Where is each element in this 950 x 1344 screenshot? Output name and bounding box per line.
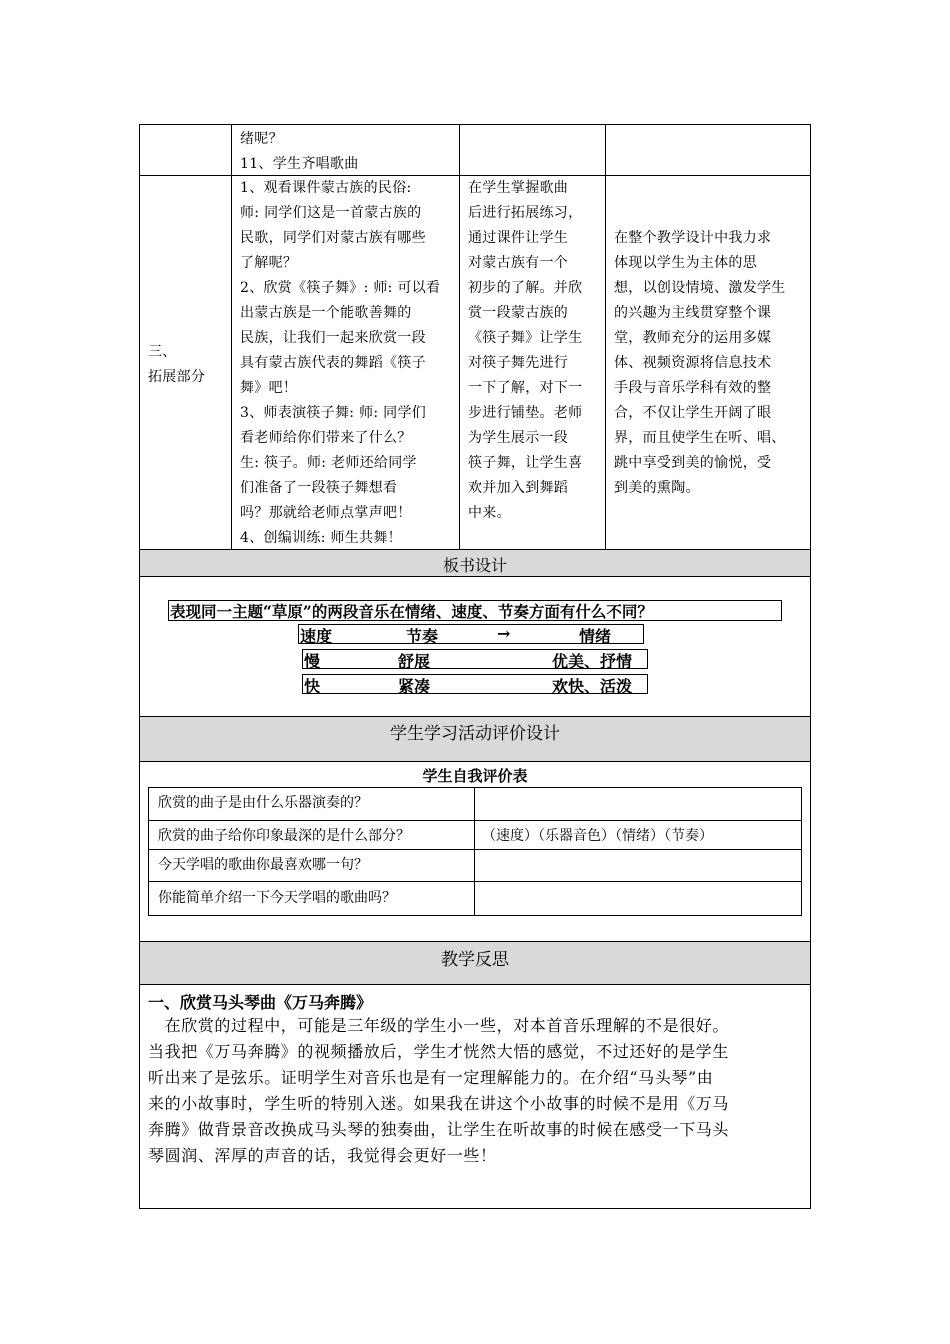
text-line: 当我把《万马奔腾》的视频播放后，学生才恍然大悟的感觉，不过还好的是学生 xyxy=(148,1042,730,1061)
text-line: 3、师表演筷子舞: 师: 同学们 xyxy=(240,405,427,421)
text-line: 2、欣赏《筷子舞》: 师: 可以看 xyxy=(240,280,441,296)
reflection-body xyxy=(148,1013,808,1169)
text-line: 4、创编训练: 师生共舞！ xyxy=(240,530,402,546)
board-header-bottom xyxy=(139,576,811,577)
board-row-emotion: 欢快、活泼 xyxy=(552,677,633,696)
text-line: 们准备了一段筷子舞想看 xyxy=(240,480,398,496)
text-line: 具有蒙古族代表的舞蹈《筷子 xyxy=(240,355,426,371)
text-line: 了解呢？ xyxy=(240,255,298,271)
text-line: 手段与音乐学科有效的整 xyxy=(614,380,772,396)
col-divider-2 xyxy=(459,124,460,549)
text-line: 绪呢？ xyxy=(240,131,283,147)
text-line: 到美的熏陶。 xyxy=(614,480,700,496)
section-number: 三、 xyxy=(148,344,177,360)
row2-reflection-text xyxy=(614,226,809,501)
text-line: 对筷子舞先进行 xyxy=(468,355,569,371)
table-top-border xyxy=(139,124,811,125)
board-header-title: 板书设计 xyxy=(442,556,507,575)
col-divider-1 xyxy=(231,124,232,549)
board-head-rhythm: 节奏 xyxy=(406,627,439,646)
text-line: 想，以创设情境、激发学生 xyxy=(614,280,786,296)
text-line: 师: 同学们这是一首蒙古族的 xyxy=(240,205,422,221)
text-line: 体、视频资源将信息技术 xyxy=(614,355,772,371)
text-line: 跳中享受到美的愉悦，受 xyxy=(614,455,772,471)
row2-design-intent-text xyxy=(468,176,604,526)
eval-row-divider xyxy=(148,820,802,821)
text-line: 11、学生齐唱歌曲 xyxy=(240,156,359,172)
text-line: 在欣赏的过程中，可能是三年级的学生小一些，对本首音乐理解的不是很好。 xyxy=(148,1016,730,1035)
text-line: 界，而且使学生在听、唱、 xyxy=(614,430,786,446)
eval-header-bottom xyxy=(139,761,811,762)
text-line: 出蒙古族是一个能歌善舞的 xyxy=(240,305,412,321)
text-line: 民歌，同学们对蒙古族有哪些 xyxy=(240,230,426,246)
eval-question: 你能简单介绍一下今天学唱的歌曲吗？ xyxy=(158,890,396,906)
board-row-speed: 快 xyxy=(304,677,321,696)
board-head-speed: 速度 xyxy=(300,627,333,646)
section-label xyxy=(148,340,228,390)
col-divider-3 xyxy=(605,124,606,549)
eval-row-divider xyxy=(148,881,802,882)
eval-table-title: 学生自我评价表 xyxy=(422,767,528,785)
text-line: 为学生展示一段 xyxy=(468,430,569,446)
text-line: 对蒙古族有一个 xyxy=(468,255,569,271)
text-line: 的兴趣为主线贯穿整个课 xyxy=(614,305,772,321)
eval-question: 今天学唱的歌曲你最喜欢哪一句？ xyxy=(158,857,368,873)
board-row-speed: 慢 xyxy=(304,652,321,671)
text-line: 体现以学生为主体的思 xyxy=(614,255,757,271)
text-line: 琴圆润、浑厚的声音的话，我觉得会更好一些！ xyxy=(148,1146,497,1165)
text-line: 听出来了是弦乐。证明学生对音乐也是有一定理解能力的。在介绍“马头琴”由 xyxy=(148,1068,714,1087)
reflection-heading: 一、欣赏马头琴曲《万马奔腾》 xyxy=(148,993,373,1012)
text-line: 初步的了解。并欣 xyxy=(468,280,583,296)
board-row-rhythm: 紧凑 xyxy=(398,677,431,696)
text-line: 在学生掌握歌曲 xyxy=(468,180,569,196)
reflection-header-bottom xyxy=(139,984,811,985)
text-line: 合，不仅让学生开阔了眼 xyxy=(614,405,772,421)
arrow-icon: → xyxy=(497,624,511,643)
text-line: 民族，让我们一起来欣赏一段 xyxy=(240,330,426,346)
text-line: 通过课件让学生 xyxy=(468,230,569,246)
text-line: 舞》吧！ xyxy=(240,380,298,396)
board-row-rhythm: 舒展 xyxy=(398,652,431,671)
table-left-border xyxy=(139,124,140,1209)
text-line: 欢并加入到舞蹈 xyxy=(468,480,569,496)
board-head-emotion: 情绪 xyxy=(579,627,612,646)
text-line: 筷子舞，让学生喜 xyxy=(468,455,583,471)
text-line: 吗？那就给老师点掌声吧！ xyxy=(240,505,412,521)
text-line: 一下了解，对下一 xyxy=(468,380,583,396)
text-line: 《筷子舞》让学生 xyxy=(468,330,583,346)
eval-answer: （速度）（乐器音色）（情绪）（节奏） xyxy=(482,828,713,844)
table-bottom-border xyxy=(139,1208,811,1209)
text-line: 1、观看课件蒙古族的民俗: xyxy=(240,180,412,196)
text-line: 生: 筷子。师: 老师还给同学 xyxy=(240,455,417,471)
eval-question: 欣赏的曲子是由什么乐器演奏的？ xyxy=(158,795,368,811)
text-line: 奔腾》做背景音改换成马头琴的独奏曲，让学生在听故事的时候在感受一下马头 xyxy=(148,1120,730,1139)
row2-activity-text xyxy=(240,176,458,551)
text-line: 步进行铺垫。老师 xyxy=(468,405,583,421)
text-line: 中来。 xyxy=(468,505,511,521)
table-right-border xyxy=(810,124,811,1209)
text-line: 来的小故事时，学生听的特别入迷。如果我在讲这个小故事的时候不是用《万马 xyxy=(148,1094,730,1113)
eval-row-divider xyxy=(148,849,802,850)
text-line: 看老师给你们带来了什么？ xyxy=(240,430,412,446)
board-question: 表现同一主题“草原”的两段音乐在情绪、速度、节奏方面有什么不同？ xyxy=(170,602,653,621)
reflection-header-title: 教学反思 xyxy=(441,950,509,970)
text-line: 赏一段蒙古族的 xyxy=(468,305,569,321)
eval-question: 欣赏的曲子给你印象最深的是什么部分？ xyxy=(158,828,410,844)
section-title: 拓展部分 xyxy=(148,369,206,385)
text-line: 堂，教师充分的运用多媒 xyxy=(614,330,772,346)
text-line: 在整个教学设计中我力求 xyxy=(614,230,772,246)
text-line: 后进行拓展练习， xyxy=(468,205,583,221)
board-row-emotion: 优美、抒情 xyxy=(552,652,633,671)
row1-activity-text xyxy=(240,127,456,177)
eval-col-divider xyxy=(474,787,475,916)
eval-header-title: 学生学习活动评价设计 xyxy=(390,724,560,744)
